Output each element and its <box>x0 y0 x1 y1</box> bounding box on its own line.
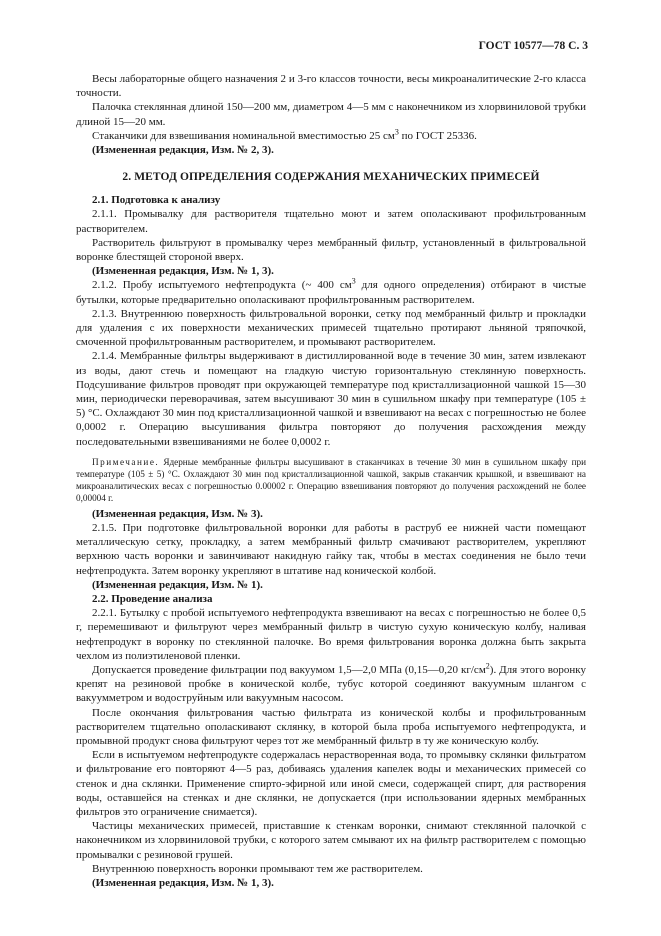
subsection-2-1-title: 2.1. Подготовка к анализу <box>92 194 221 207</box>
edition-note-3: (Измененная редакция, Изм. № 3). <box>92 507 263 520</box>
paragraph-glass-rod: Палочка стеклянная длиной 150—200 мм, диаметром 4—5 мм с наконечником из хлорвиниловой трубки длиной 15—20 мм. <box>76 101 586 128</box>
paragraph-2-1-2: 2.1.2. Пробу испытуемого нефтепродукта (~ 400 $см^3$ для одного определения) отбирают в чистые бутылки, которые предварительно ополаскивают профильтрованным растворителем. <box>76 276 586 306</box>
paragraph-2-1-5: 2.1.5. При подготовке фильтровальной воронки для работы в раструб ее нижней части помещают металлическую сетку, прокладку, а затем мембранный фильтр смачивают растворителем, укрепляют верхнюю часть воронки и завинчивают накидную гайку так, чтобы в местах соединения не было течи нефтепродукта. Затем воронку укрепляют в штативе над конической колбой. <box>76 521 586 577</box>
subsection-2-2-title: 2.2. Проведение анализа <box>92 592 213 605</box>
document-page <box>76 40 586 890</box>
paragraph-vacuum: Допускается проведение фильтрации под вакуумом 1,5—2,0 МПа (0,15—0,20 $кг/см^2$). Для этого воронку крепят на резиновой пробке в конической колбе, тубус которой соединяют вакуумным шлангом с вакуумметром и водоструйным или вакуумным насосом. <box>76 661 586 705</box>
paragraph-water-content: Если в испытуемом нефтепродукте содержалась нерастворенная вода, то промывку склянки фильтратом и фильтрование его повторяют 4—5 раз, добиваясь удаления капелек воды и механических примесей со стенок и дна склянки. Применение спирто-эфирной или иной смеси, содержащей спирт, для растворения воды, оставшейся на стенках и дне склянки, не допускается (при использовании ядерных мембранных фильтров это ограничение снимается). <box>76 749 586 818</box>
edition-note-2: (Измененная редакция, Изм. № 1, 3). <box>92 265 274 278</box>
edition-note-1: (Измененная редакция, Изм. № 2, 3). <box>92 144 274 157</box>
paragraph-weighing-cups: Стаканчики для взвешивания номинальной вместимостью 25 $см^3$ по ГОСТ 25336. <box>92 127 477 142</box>
paragraph-scales: Весы лабораторные общего назначения 2 и 3-го классов точности, весы микроаналитические 2-го класса точности. <box>76 73 586 100</box>
paragraph-after-filtering: После окончания фильтрования частью фильтрата из конической колбы и профильтрованным растворителем тщательно ополаскивают склянку, в которой была проба испытуемого нефтепродукта, и промывной продукт снова фильтруют через тот же мембранный фильтр в ту же коническую колбу. <box>76 706 586 747</box>
paragraph-2-1-1: 2.1.1. Промывалку для растворителя тщательно моют и затем ополаскивают профильтрованным растворителем. <box>76 208 586 235</box>
edition-note-5: (Измененная редакция, Изм. № 1, 3). <box>92 876 274 889</box>
paragraph-2-1-3: 2.1.3. Внутреннюю поверхность фильтровальной воронки, сетку под мембранный фильтр и прокладки для удаления с их поверхности механических примесей тщательно протирают льняной тряпочкой, смоченной профильтрованным растворителем, и промывают растворителем. <box>76 307 586 349</box>
paragraph-2-1-1-b: Растворитель фильтруют в промывалку через мембранный фильтр, установленный в фильтровальной воронке блестящей стороной вверх. <box>76 236 586 264</box>
note-paragraph: Примечание. Ядерные мембранные фильтры высушивают в стаканчиках в течение 30 мин в сушильном шкафу при температуре (105 ± 5) °С. Охлаждают 30 мин под кристаллизационной чашкой, закрыв стаканчик крышкой, и взвешивают на микроаналитических весах с погрешностью 0.00002 г. Операцию взвешивания повторяют до получения расхождений не более 0,00004 г. <box>76 456 586 504</box>
section-title: 2. МЕТОД ОПРЕДЕЛЕНИЯ СОДЕРЖАНИЯ МЕХАНИЧЕСКИХ ПРИМЕСЕЙ <box>122 171 540 184</box>
page-header: ГОСТ 10577—78 С. 3 <box>478 40 588 52</box>
paragraph-particles: Частицы механических примесей, приставшие к стенкам воронки, снимают стеклянной палочкой с наконечником из хлорвиниловой трубки, с которого затем смывают их на фильтр растворителем с помощью промывалки с резиновой грушей. <box>76 820 586 861</box>
paragraph-2-2-1: 2.2.1. Бутылку с пробой испытуемого нефтепродукта взвешивают на весах с погрешностью не более 0,5 г, перемешивают и фильтруют через мембранный фильтр в чистую сухую коническую колбу, наливая нефтепродукт в воронку по стеклянной палочке. Во время фильтрования воронка должна быть закрыта чехлом из полиэтиленовой пленки. <box>76 607 586 662</box>
paragraph-2-1-4: 2.1.4. Мембранные фильтры выдерживают в дистиллированной воде в течение 30 мин, затем извлекают из воды, дают стечь и помещают на гладкую чистую горизонтальную стеклянную поверхность. Подсушивание фильтров проводят при окружающей температуре под кристаллизационной чашкой 15—30 мин, периодически переворачивая, затем высушивают 30 мин в сушильном шкафу при температуре (105 ± 5) °С. Охлаждают 30 мин под кристаллизационной чашкой и взвешивают на весах с погрешностью не более 0,0002 г. Операцию высушивания фильтра повторяют до получения расхождения между последовательными взвешиваниями не более 0,0002 г. <box>76 350 586 448</box>
paragraph-inner-surface: Внутреннюю поверхность воронки промывают тем же растворителем. <box>92 862 423 875</box>
edition-note-4: (Измененная редакция, Изм. № 1). <box>92 578 263 591</box>
